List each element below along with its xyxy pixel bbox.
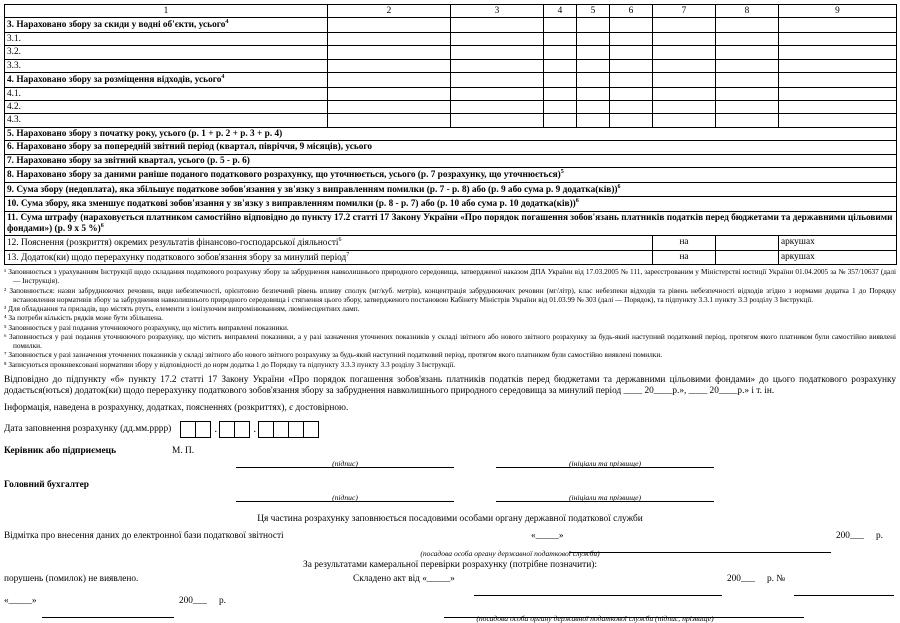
row-text-6: Нараховано збору за попередній звітний період (квартал, півріччя, 9 місяців), усього xyxy=(16,142,373,153)
row-label-3-2: 3.2. xyxy=(5,46,328,59)
official-section-heading: Ця частина розрахунку заповнюється посадовими особами органу державної податкової служби xyxy=(257,513,643,524)
row-label-13 xyxy=(5,250,653,265)
table-row xyxy=(5,211,897,236)
cell-c9[interactable] xyxy=(779,46,897,59)
colnum-6: 6 xyxy=(610,5,653,18)
cell-c9[interactable] xyxy=(779,59,897,72)
no-violations-label[interactable]: порушень (помилок) не виявлено. xyxy=(4,573,139,584)
audit-outcome-row xyxy=(4,574,896,594)
cell-c7[interactable] xyxy=(653,46,716,59)
audit-result-line: За результатами камеральної перевірки розрахунку (потрібне позначити): xyxy=(303,559,597,570)
date-cell-d2[interactable] xyxy=(195,421,211,438)
table-row xyxy=(5,182,897,197)
table-row xyxy=(5,236,897,251)
cell-c7[interactable] xyxy=(653,73,716,88)
row-label-8 xyxy=(5,168,897,183)
colnum-1: 1 xyxy=(5,5,328,18)
row-sup-13: 7 xyxy=(346,251,350,258)
cell-c4[interactable] xyxy=(544,73,577,88)
official-entry-date-prefix[interactable]: «_____» xyxy=(531,530,564,541)
act-year[interactable]: 200___ xyxy=(727,573,755,584)
cell-c8[interactable] xyxy=(716,101,779,114)
signature-stamp-label: М. П. xyxy=(172,445,195,456)
cell-c7[interactable] xyxy=(653,32,716,45)
cell-c3[interactable] xyxy=(451,46,544,59)
cell-c5[interactable] xyxy=(577,46,610,59)
cell-c3[interactable] xyxy=(451,87,544,100)
date-cell-y3[interactable] xyxy=(288,421,304,438)
cell-c5[interactable] xyxy=(577,114,610,127)
row-label-4-2: 4.2. xyxy=(5,101,328,114)
row-text-13: Додаток(ки) щодо перерахунку податкового зобов'язання збору за минулий період xyxy=(20,253,347,264)
cell-c9[interactable] xyxy=(779,114,897,127)
cell-c2[interactable] xyxy=(328,87,451,100)
cell-c3[interactable] xyxy=(451,32,544,45)
appendix-paragraph xyxy=(4,375,896,398)
row-text-3: Нараховано збору за скиди у водні об'єкти, усього xyxy=(16,20,226,31)
cell-c6[interactable] xyxy=(610,18,653,33)
row-num-6: 6. xyxy=(7,142,14,153)
cell-c6[interactable] xyxy=(610,73,653,88)
cell-c3[interactable] xyxy=(451,114,544,127)
row-label-9 xyxy=(5,182,897,197)
official-sign-caption: (посадова особа органу державної податкової служби (підпис, прізвище) xyxy=(476,613,714,623)
cell-c9[interactable] xyxy=(779,87,897,100)
date-separator-2: . xyxy=(253,422,257,435)
cell-c5[interactable] xyxy=(577,87,610,100)
cell-c3[interactable] xyxy=(451,101,544,114)
row-text-11: Сума штрафу (нараховується платником самостійно відповідно до пункту 17.2 статті 17 Закону України «Про порядок погашення зобов'язань платників податків перед бюджетами та державними цільовими фондами») (р. 9 х 5 %) xyxy=(7,212,893,235)
table-row xyxy=(5,73,897,88)
row-text-10: Сума збору, яка зменшує податкові зобов'язання у зв'язку з виправленням помилки (р. 8 - р. 7) або (р. 10 або сума р. 10 додатка(ків)) xyxy=(20,199,576,210)
row-sup-12: 6 xyxy=(338,237,342,244)
row-label-5 xyxy=(5,127,897,140)
footnote-3: ³ Для обладнання та приладів, що містять ртуть, елементи з іонізуючим випромінюванням, люмінесцентних ламп. xyxy=(4,304,360,314)
cell-c3[interactable] xyxy=(451,59,544,72)
cell-c7[interactable] xyxy=(653,18,716,33)
table-row xyxy=(5,168,897,183)
date-cell-y1[interactable] xyxy=(258,421,274,438)
footnote-6: ⁶ Заповнюється у разі подання уточнюючого розрахунку, що містить виправлені показники, а у разі зазначення уточнених показників у складі звітного або нового звітного розрахунку за будь-який наступний податковий період, протягом якого платником були самостійно виявлені помилки. xyxy=(4,332,896,351)
row-sup-10: 6 xyxy=(575,198,579,205)
table-row xyxy=(5,18,897,33)
act-created-label[interactable]: Складено акт від «_____» xyxy=(353,573,455,584)
cell-c4[interactable] xyxy=(544,87,577,100)
row-13-unit: аркушах xyxy=(779,250,897,265)
signature-caption-accountant-2: (ініціали та прізвище) xyxy=(568,492,642,502)
date-cell-y4[interactable] xyxy=(303,421,319,438)
grid-body xyxy=(5,5,897,265)
row-label-12 xyxy=(5,236,653,251)
official-sign-line[interactable] xyxy=(444,607,804,618)
colnum-5: 5 xyxy=(577,5,610,18)
official-entry-label: Відмітка про внесення даних до електронної бази податкової звітності xyxy=(4,530,284,541)
table-row xyxy=(5,141,897,154)
cell-c8[interactable] xyxy=(716,46,779,59)
signature-caption-director-2: (ініціали та прізвище) xyxy=(568,458,642,468)
cell-c9[interactable] xyxy=(779,101,897,114)
row-text-5: Нараховано збору з початку року, усього (р. 1 + р. 2 + р. 3 + р. 4) xyxy=(16,128,283,139)
date-cell-m1[interactable] xyxy=(219,421,235,438)
cell-c4[interactable] xyxy=(544,59,577,72)
cell-c6[interactable] xyxy=(610,101,653,114)
official-sign-year-suffix: р. xyxy=(219,595,226,606)
act-number-line[interactable] xyxy=(794,585,894,596)
row-num-7: 7. xyxy=(7,155,14,166)
row-num-5: 5. xyxy=(7,128,14,139)
cell-c8[interactable] xyxy=(716,114,779,127)
signature-row-director xyxy=(4,446,896,472)
signature-caption-accountant-1: (підпис) xyxy=(332,492,358,502)
official-sign-row xyxy=(4,596,896,614)
cell-c6[interactable] xyxy=(610,114,653,127)
footnotes-block xyxy=(4,268,896,369)
row-12-unit: аркушах xyxy=(779,236,897,251)
row-13-value-field[interactable] xyxy=(716,250,779,265)
official-entry-year-suffix: р. xyxy=(876,530,883,541)
colnum-2: 2 xyxy=(328,5,451,18)
appendix-date-blank-2[interactable]: ____ 20____р.» і т. ін. xyxy=(688,386,775,397)
cell-c6[interactable] xyxy=(610,59,653,72)
act-month-line[interactable] xyxy=(474,585,722,596)
cell-c2[interactable] xyxy=(328,32,451,45)
appendix-date-blank-1[interactable]: ____ 20____р.», xyxy=(623,386,687,397)
date-cells[interactable] xyxy=(181,421,319,438)
footnote-7: ⁷ Заповнюється у разі зазначення уточнених показників у складі звітного або нового звітного розрахунку за будь-який наступний податковий період, протягом якого платником були самостійно виявлені помилки. xyxy=(4,350,663,360)
row-text-7: Нараховано збору за звітний квартал, усього (р. 5 - р. 6) xyxy=(16,155,250,166)
cell-c6[interactable] xyxy=(610,87,653,100)
date-separator-1: . xyxy=(214,422,218,435)
table-row xyxy=(5,154,897,167)
cell-c4[interactable] xyxy=(544,101,577,114)
cell-c2[interactable] xyxy=(328,18,451,33)
cell-c8[interactable] xyxy=(716,32,779,45)
footnote-8: ⁸ Записуються прокнвексовані нормативи збору у відповідності до норм додатка 1 до Порядку та підпункту 3.3.3 пункту 3.3 розділу 3 Інструкції. xyxy=(4,359,456,369)
cell-c5[interactable] xyxy=(577,59,610,72)
date-cell-m2[interactable] xyxy=(234,421,250,438)
row-num-8: 8. xyxy=(7,170,14,181)
cell-c8[interactable] xyxy=(716,59,779,72)
row-label-4 xyxy=(5,73,328,88)
row-label-7 xyxy=(5,154,897,167)
date-row xyxy=(4,421,896,438)
row-sup-8: 5 xyxy=(560,169,564,176)
cell-c2[interactable] xyxy=(328,114,451,127)
row-label-11 xyxy=(5,211,897,236)
official-entry-month-line[interactable] xyxy=(569,542,831,553)
table-row xyxy=(5,87,897,100)
row-sup-4: 4 xyxy=(221,74,225,81)
cell-c9[interactable] xyxy=(779,18,897,33)
act-number-label: р. № xyxy=(767,573,786,584)
column-number-row xyxy=(5,5,897,18)
row-num-13: 13. xyxy=(7,253,19,264)
row-text-9: Сума збору (недоплата), яка збільшує податкове зобов'язання у зв'язку з виправленням помилки (р. 7 - р. 8) або (р. 9 або сума р. 9 додатка(ків)) xyxy=(16,184,618,195)
colnum-3: 3 xyxy=(451,5,544,18)
row-sup-11: 6 xyxy=(100,222,104,229)
row-num-4: 4. xyxy=(7,75,14,86)
cell-c5[interactable] xyxy=(577,101,610,114)
cell-c9[interactable] xyxy=(779,73,897,88)
table-row xyxy=(5,59,897,72)
row-label-3-1: 3.1. xyxy=(5,32,328,45)
official-sign-date-prefix[interactable]: «_____» xyxy=(4,595,37,606)
cell-c2[interactable] xyxy=(328,46,451,59)
cell-c2[interactable] xyxy=(328,101,451,114)
signature-caption-director-1: (підпис) xyxy=(332,458,358,468)
colnum-7: 7 xyxy=(653,5,716,18)
row-text-12: Пояснення (розкриття) окремих результатів фінансово-господарської діяльності xyxy=(20,238,339,249)
cell-c3[interactable] xyxy=(451,73,544,88)
signature-role-accountant: Головний бухгалтер xyxy=(4,479,89,490)
cell-c5[interactable] xyxy=(577,18,610,33)
main-grid-table xyxy=(4,4,897,265)
table-row xyxy=(5,101,897,114)
cell-c4[interactable] xyxy=(544,114,577,127)
table-row xyxy=(5,197,897,212)
row-sup-9: 6 xyxy=(617,183,621,190)
colnum-9: 9 xyxy=(779,5,897,18)
cell-c2[interactable] xyxy=(328,73,451,88)
cell-c4[interactable] xyxy=(544,32,577,45)
row-13-na-label: на xyxy=(653,250,716,265)
row-num-3: 3. xyxy=(7,20,14,31)
cell-c8[interactable] xyxy=(716,87,779,100)
footnote-5: ⁵ Заповнюється у разі подання уточнюючого розрахунку, що містить виправлені показники. xyxy=(4,322,289,332)
row-sup-3: 4 xyxy=(225,19,229,26)
table-row xyxy=(5,32,897,45)
cell-c4[interactable] xyxy=(544,46,577,59)
signature-role-director: Керівник або підприємець xyxy=(4,445,117,456)
cell-c3[interactable] xyxy=(451,18,544,33)
row-label-4-1: 4.1. xyxy=(5,87,328,100)
accuracy-paragraph: Інформація, наведена в розрахунку, додатках, поясненнях (розкриттях), є достовірною. xyxy=(4,402,349,413)
cell-c7[interactable] xyxy=(653,59,716,72)
row-label-4-3: 4.3. xyxy=(5,114,328,127)
row-text-4: Нараховано збору за розміщення відходів, усього xyxy=(16,75,222,86)
cell-c2[interactable] xyxy=(328,59,451,72)
cell-c6[interactable] xyxy=(610,46,653,59)
row-label-3 xyxy=(5,18,328,33)
row-12-value-field[interactable] xyxy=(716,236,779,251)
official-entry-row xyxy=(4,531,896,553)
table-row xyxy=(5,127,897,140)
table-row xyxy=(5,250,897,265)
signature-row-accountant xyxy=(4,480,896,506)
table-row xyxy=(5,114,897,127)
cell-c5[interactable] xyxy=(577,32,610,45)
official-entry-year[interactable]: 200___ xyxy=(836,530,864,541)
row-label-3-3: 3.3. xyxy=(5,59,328,72)
footnote-1: ¹ Заповнюється з урахуванням Інструкції щодо складання податкового розрахунку збору за забруднення навколишнього природного середовища, затвердженої наказом ДПА України від 17.03.2005 № 111, зареєстрованим у Міністерстві юстиції України 01.04.2005 за № 357/10637 (далі — Інструкція). xyxy=(4,267,896,286)
table-row xyxy=(5,46,897,59)
row-num-9: 9. xyxy=(7,184,14,195)
date-cell-y2[interactable] xyxy=(273,421,289,438)
footnote-2: ² Заповнюється: назви забруднюючих речовин, види небезпечності, орієнтовно безпечний рівень впливу сполук (мг/куб. метрів), концентрація забруднюючих речовин (мг/літр), клас небезпеки відходів та рівень небезпечності відходів згідно з нормами додатка 1 до Порядку встановлення нормативів збору за забруднення навколишнього природного середовища і стягнення цього збору, затвердженого постановою Кабінету Міністрів України від 01.03.99 № 303 (далі — Порядок), та підпункту 3.3.1 пункту 3.3 розділу 3 Інструкції. xyxy=(4,285,896,304)
row-num-12: 12. xyxy=(7,238,19,249)
date-row-label: Дата заповнення розрахунку (дд.мм.рррр) xyxy=(4,424,172,435)
footnote-4: ⁴ За потреби кількість рядків може бути збільшена. xyxy=(4,313,163,323)
official-entry-caption: (посадова особа органу державної податкової служби) xyxy=(420,548,600,558)
row-num-11: 11. xyxy=(7,212,19,223)
row-num-10: 10. xyxy=(7,199,19,210)
appendix-paragraph-text: Відповідно до підпункту «б» пункту 17.2 статті 17 Закону України «Про порядок погашення зобов'язань платників податків перед бюджетами та державними цільовими фондами» до цього податкового розрахунку додається(ються) додаток(ки) щодо перерахунку податкового зобов'язання збору за забруднення навколишнього природного середовища за минулий період xyxy=(4,374,896,397)
cell-c8[interactable] xyxy=(716,73,779,88)
cell-c7[interactable] xyxy=(653,101,716,114)
row-text-8: Нараховано збору за даними раніше поданого податкового розрахунку, що уточнюється, усього (р. 7 розрахунку, що уточнюється) xyxy=(16,170,561,181)
official-sign-year[interactable]: 200___ xyxy=(179,595,207,606)
row-label-10 xyxy=(5,197,897,212)
cell-c9[interactable] xyxy=(779,32,897,45)
cell-c7[interactable] xyxy=(653,114,716,127)
row-label-6 xyxy=(5,141,897,154)
date-cell-d1[interactable] xyxy=(180,421,196,438)
colnum-8: 8 xyxy=(716,5,779,18)
colnum-4: 4 xyxy=(544,5,577,18)
cell-c4[interactable] xyxy=(544,18,577,33)
cell-c5[interactable] xyxy=(577,73,610,88)
row-12-na-label: на xyxy=(653,236,716,251)
official-sign-month-line[interactable] xyxy=(42,607,174,618)
cell-c6[interactable] xyxy=(610,32,653,45)
cell-c7[interactable] xyxy=(653,87,716,100)
cell-c8[interactable] xyxy=(716,18,779,33)
